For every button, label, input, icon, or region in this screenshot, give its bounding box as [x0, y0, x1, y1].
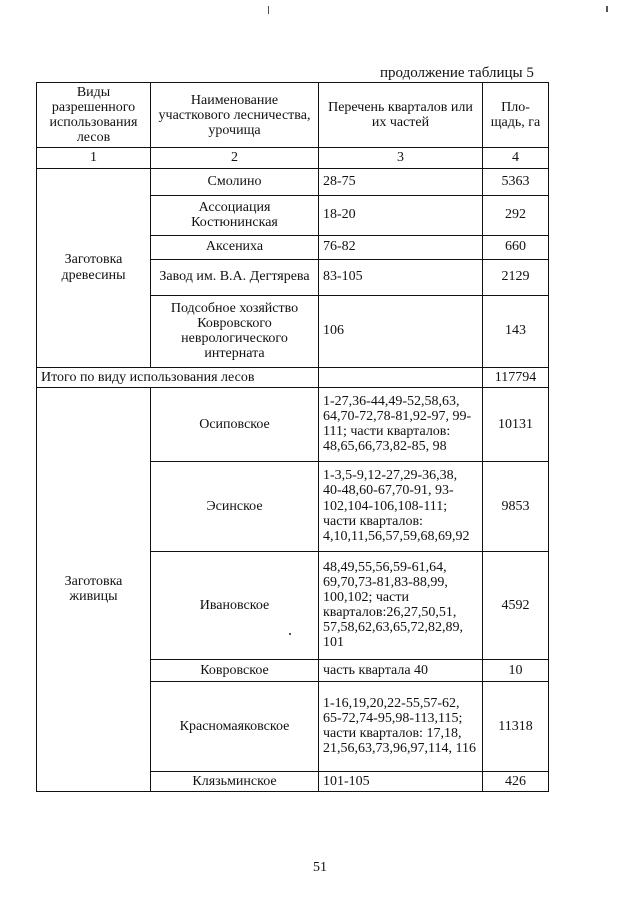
- quarters-cell: 18-20: [319, 195, 483, 235]
- forestry-name-cell: Осиповское: [151, 387, 319, 461]
- quarters-cell: 83-105: [319, 259, 483, 295]
- scan-speck: [606, 6, 608, 12]
- quarters-cell: 106: [319, 295, 483, 367]
- quarters-cell: 1-27,36-44,49-52,58,63, 64,70-72,78-81,92-97, 99-111; части кварталов: 48,65,66,73,82-85, 98: [319, 387, 483, 461]
- area-cell: 292: [483, 195, 549, 235]
- forestry-name-cell: Ивановское: [151, 551, 319, 659]
- column-number: 2: [151, 148, 319, 168]
- total-row: [37, 367, 549, 387]
- header-forestry-name: Наименование участкового лесничества, урочища: [151, 83, 319, 148]
- quarters-cell: 48,49,55,56,59-61,64, 69,70,73-81,83-88,99, 100,102; части кварталов:26,27,50,51, 57,58,62,63,65,72,82,89, 101: [319, 551, 483, 659]
- area-cell: 426: [483, 771, 549, 791]
- column-number: 4: [483, 148, 549, 168]
- area-cell: 4592: [483, 551, 549, 659]
- area-cell: 143: [483, 295, 549, 367]
- area-cell: 10: [483, 659, 549, 681]
- area-cell: 10131: [483, 387, 549, 461]
- area-cell: 660: [483, 235, 549, 259]
- table-row: [37, 387, 549, 461]
- total-label: Итого по виду использования лесов: [37, 367, 319, 387]
- quarters-cell: 1-3,5-9,12-27,29-36,38, 40-48,60-67,70-91, 93-102,104-106,108-111; части кварталов: 4,10,11,56,57,59,68,69,92: [319, 461, 483, 551]
- header-quarters-list: Перечень кварталов или их частей: [319, 83, 483, 148]
- column-number-row: [37, 148, 549, 168]
- table-header-row: [37, 83, 549, 148]
- quarters-cell: 76-82: [319, 235, 483, 259]
- forest-use-table: [36, 82, 549, 792]
- forestry-name-cell: Ассоциация Костюнинская: [151, 195, 319, 235]
- header-use-type: Виды разрешенного использования лесов: [37, 83, 151, 148]
- area-cell: 11318: [483, 681, 549, 771]
- use-type-cell: Заготовка живицы: [37, 387, 151, 791]
- forestry-name-cell: Красномаяковское: [151, 681, 319, 771]
- header-area: Пло- щадь, га: [483, 83, 549, 148]
- column-number: 1: [37, 148, 151, 168]
- page-number: 51: [313, 860, 327, 875]
- forestry-name-cell: Клязьминское: [151, 771, 319, 791]
- area-cell: 2129: [483, 259, 549, 295]
- area-cell: 9853: [483, 461, 549, 551]
- forestry-name-cell: Ковровское: [151, 659, 319, 681]
- total-area: 117794: [483, 367, 549, 387]
- quarters-cell: часть квартала 40: [319, 659, 483, 681]
- quarters-cell: 1-16,19,20,22-55,57-62, 65-72,74-95,98-113,115; части кварталов: 17,18, 21,56,63,73,96,97,114, 116: [319, 681, 483, 771]
- quarters-cell: 28-75: [319, 168, 483, 195]
- quarters-cell: 101-105: [319, 771, 483, 791]
- forestry-name-cell: Эсинское: [151, 461, 319, 551]
- forestry-name-cell: Завод им. В.А. Дегтярева: [151, 259, 319, 295]
- forestry-name-cell: Смолино: [151, 168, 319, 195]
- scan-speck: [268, 6, 269, 14]
- table-continuation-label: продолжение таблицы 5: [380, 65, 534, 81]
- area-cell: 5363: [483, 168, 549, 195]
- forestry-name-cell: Подсобное хозяйство Ковровского неврологического интерната: [151, 295, 319, 367]
- forestry-name-cell: Аксениха: [151, 235, 319, 259]
- column-number: 3: [319, 148, 483, 168]
- table-row: [37, 168, 549, 195]
- use-type-cell: Заготовка древесины: [37, 168, 151, 367]
- scan-speck: [289, 633, 291, 635]
- total-empty-cell: [319, 367, 483, 387]
